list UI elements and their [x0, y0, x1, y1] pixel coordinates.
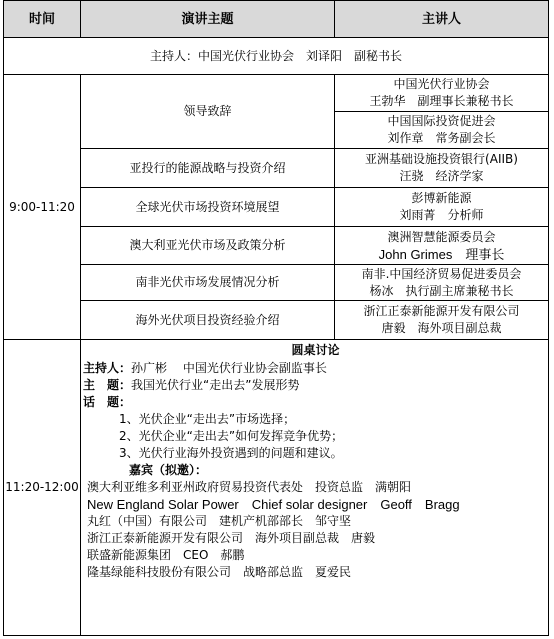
topic-welcome: 领导致辞 [81, 75, 335, 149]
topic-cell: 澳大利亚光伏市场及政策分析 [81, 227, 335, 265]
topic-item: 1、光伏企业“走出去”市场选择； [119, 412, 296, 426]
agenda-row-welcome [4, 75, 549, 112]
topic-cell: 亚投行的能源战略与投资介绍 [81, 149, 335, 188]
topic-cell: 全球光伏市场投资环境展望 [81, 188, 335, 227]
agenda-row [4, 227, 549, 265]
guest-item: 联盛新能源集团 CEO 郝鹏 [87, 548, 245, 562]
agenda-row [4, 265, 549, 301]
speaker-org: 彭博新能源 [411, 191, 472, 205]
theme-value: 我国光伏行业“走出去”发展形势 [131, 378, 300, 392]
speaker-org: 中国国际投资促进会 [387, 114, 496, 128]
speaker-org: 中国光伏行业协会 [393, 77, 490, 91]
speaker-cell [335, 227, 549, 265]
speaker-cell [335, 301, 549, 340]
roundtable-time: 11:20-12:00 [4, 340, 81, 636]
speaker-cell [335, 265, 549, 301]
roundtable-theme [83, 377, 548, 394]
speaker-org: 南非.中国经济贸易促进委员会 [361, 266, 522, 281]
roundtable-title: 圆桌讨论 [291, 343, 340, 357]
morning-time: 9:00-11:20 [4, 75, 81, 340]
header-topic: 演讲主题 [81, 1, 335, 38]
guest-item: 隆基绿能科技股份有限公司 战略部总监 夏爱民 [87, 565, 352, 579]
speaker-person: 唐毅 海外项目副总裁 [381, 321, 502, 335]
agenda-row [4, 188, 549, 227]
roundtable-host [83, 360, 548, 377]
speaker-person: 刘雨菁 分析师 [399, 208, 484, 222]
header-row [4, 1, 549, 38]
agenda-table [3, 0, 548, 639]
topic-item: 3、光伏行业海外投资遇到的问题和建议。 [119, 446, 343, 460]
topic-item: 2、光伏企业“走出去”如何发挥竞争优势； [119, 429, 344, 443]
topic-cell: 海外光伏项目投资经验介绍 [81, 301, 335, 340]
header-speaker: 主讲人 [335, 1, 549, 38]
host-text: 主持人：中国光伏行业协会 刘译阳 副秘书长 [4, 38, 549, 75]
theme-label: 主 题： [83, 378, 132, 392]
topic-label: 话 题： [83, 395, 132, 409]
host-label: 主持人： [83, 361, 132, 375]
speaker-person: 刘作章 常务副会长 [387, 131, 496, 145]
speaker-person: 杨冰 执行副主席兼秘书长 [369, 283, 514, 298]
speaker-person: John Grimes 理事长 [378, 246, 505, 262]
agenda-row [4, 149, 549, 188]
speaker-cell [335, 188, 549, 227]
topic-cell: 南非光伏市场发展情况分析 [81, 265, 335, 301]
speaker-org: 澳洲智慧能源委员会 [387, 229, 496, 244]
roundtable-cell [81, 340, 549, 636]
speaker-org: 浙江正泰新能源开发有限公司 [363, 304, 520, 318]
host-row [4, 38, 549, 75]
roundtable-row [4, 340, 549, 636]
guest-item: 浙江正泰新能源开发有限公司 海外项目副总裁 唐毅 [87, 531, 376, 545]
guest-item: New England Solar Power Chief solar designer Geoff Bragg [87, 497, 460, 512]
speaker-person: 汪骁 经济学家 [399, 169, 484, 183]
speaker-cell [335, 112, 549, 149]
speaker-cell [335, 149, 549, 188]
speaker-person: 王勃华 副理事长兼秘书长 [369, 94, 514, 108]
guest-item: 丸红（中国）有限公司 建机产机部部长 邹守坚 [87, 514, 352, 528]
host-value: 孙广彬 中国光伏行业协会副监事长 [131, 361, 327, 375]
header-time: 时间 [4, 1, 81, 38]
agenda-row [4, 301, 549, 340]
speaker-cell [335, 75, 549, 112]
guest-item: 澳大利亚维多利亚州政府贸易投资代表处 投资总监 满朝阳 [87, 480, 412, 494]
speaker-org: 亚洲基础设施投资银行(AIIB) [365, 152, 518, 166]
guests-label: 嘉宾（拟邀）： [129, 463, 208, 477]
